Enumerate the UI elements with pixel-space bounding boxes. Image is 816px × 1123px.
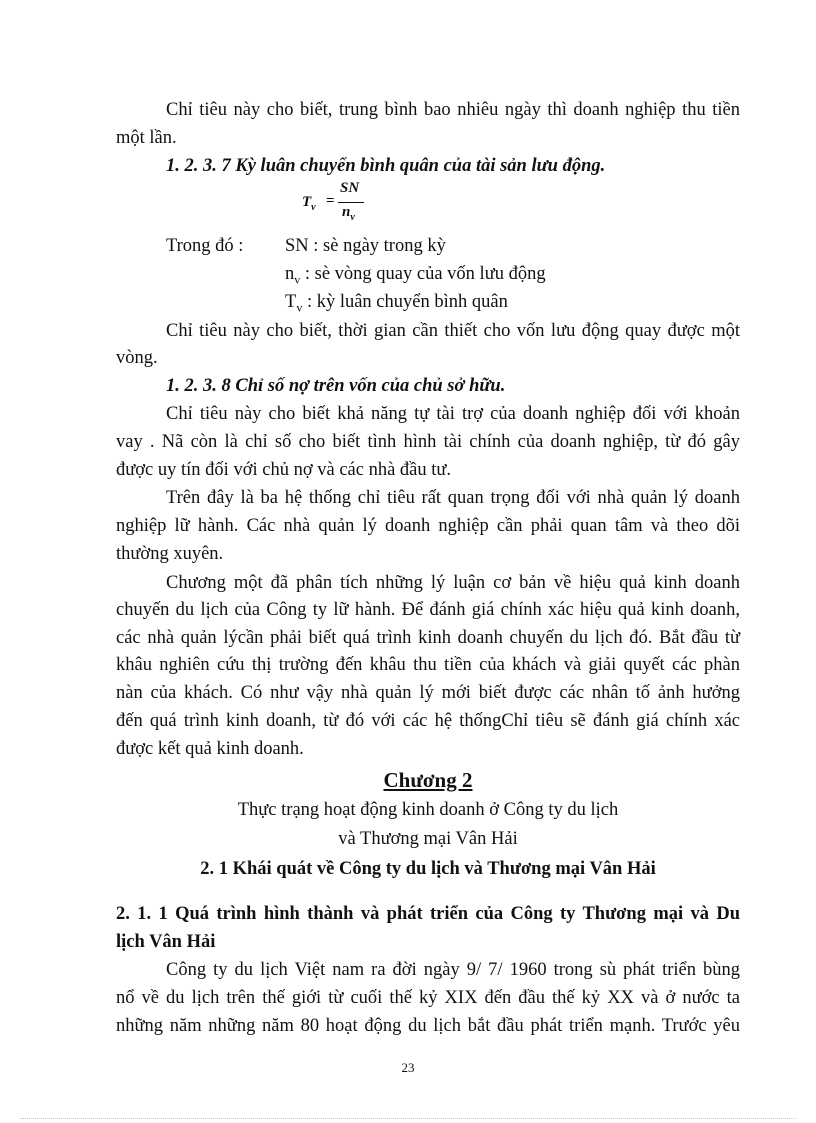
section-heading-1237: 1. 2. 3. 7 Kỳ luân chuyển bình quân của tài sản lưu động. [166,156,606,176]
paragraph-line: được uy tín đối với chủ nợ và các nhà đầu tư. [116,460,452,480]
definition-tv: $T_v$ : kỳ luân chuyển bình quân [285,292,508,315]
paragraph-line: thường xuyên. [116,544,224,564]
paragraph-line: vay . Nã còn là chỉ số cho biết tình hình tài chính của doanh nghiệp, từ đó gây [116,432,740,452]
chapter-subtitle-line: Thực trạng hoạt động kinh doanh ở Công ty du lịch [237,800,619,820]
paragraph-line: Trên đây là ba hệ thống chỉ tiêu rất quan trọng đối với nhà quản lý doanh [166,488,740,508]
paragraph-line: khâu nghiên cứu thị trường đến khâu thu tiền của khách và giải quyết các phàn [116,655,740,675]
paragraph-line: các nhà quản lýcần phải biết quá trình kinh doanh chuyến du lịch đó. Bắt đầu từ [116,628,740,648]
paragraph-line: một lần. [116,128,177,148]
paragraph-line: vòng. [116,348,158,368]
page-bottom-divider [20,1118,796,1119]
definitions-label: Trong đó : [166,236,244,256]
paragraph-line: những năm những năm 80 hoạt động du lịch bắt đầu phát triển mạnh. Trước yêu [116,1016,740,1036]
formula-lhs: $T_v$ [302,194,316,213]
fraction-bar [338,202,364,203]
chapter-title: Chương 2 [383,768,473,792]
formula-numerator: SN [340,180,360,196]
paragraph-line: Chỉ tiêu này cho biết, thời gian cần thiết cho vốn lưu động quay được một [166,321,740,341]
section-heading-211: 2. 1. 1 Quá trình hình thành và phát triển của Công ty Thương mại và Du [116,904,740,924]
paragraph-line: chuyến du lịch của Công ty lữ hành. Để đánh giá chính xác hiệu quả kinh doanh, [116,600,740,620]
turnover-period-formula [302,180,382,230]
paragraph-line: Công ty du lịch Việt nam ra đời ngày 9/ 7/ 1960 trong sù phát triển bùng [166,960,740,980]
paragraph-line: nổ về du lịch trên thế giới từ cuối thế kỷ XIX đến đầu thế kỷ XX và ở nước ta [116,988,740,1008]
paragraph-line: Chỉ tiêu này cho biết khả năng tự tài trợ của doanh nghiệp đối với khoản [166,404,740,424]
paragraph-line: được kết quả kinh doanh. [116,739,304,759]
formula-equals: = [326,193,335,209]
chapter-subtitle-line: và Thương mại Vân Hải [338,829,518,849]
section-heading-1238: 1. 2. 3. 8 Chỉ số nợ trên vốn của chủ sở hữu. [166,376,506,396]
paragraph-line: Chỉ tiêu này cho biết, trung bình bao nhiêu ngày thì doanh nghiệp thu tiền [166,100,740,120]
page-number: 23 [401,1060,415,1075]
paragraph-line: Chương một đã phân tích những lý luận cơ bản về hiệu quả kinh doanh [166,573,740,593]
section-heading-21: 2. 1 Khái quát về Công ty du lịch và Thương mại Vân Hải [200,859,656,879]
formula-denominator: $n_v$ [342,204,355,223]
section-heading-211: lịch Vân Hải [116,932,216,952]
definition-sn: SN : sè ngày trong kỳ [285,236,446,256]
paragraph-line: nghiệp lữ hành. Các nhà quản lý doanh nghiệp cần phải quan tâm và theo dõi [116,516,740,536]
paragraph-line: nàn của khách. Có như vậy nhà quản lý mới biết được các nhân tố ảnh hưởng [116,683,740,703]
paragraph-line: đến quá trình kinh doanh, từ đó với các hệ thốngChỉ tiêu sẽ đánh giá chính xác [116,711,740,731]
definition-nv: $n_v$ : sè vòng quay của vốn lưu động [285,264,546,287]
